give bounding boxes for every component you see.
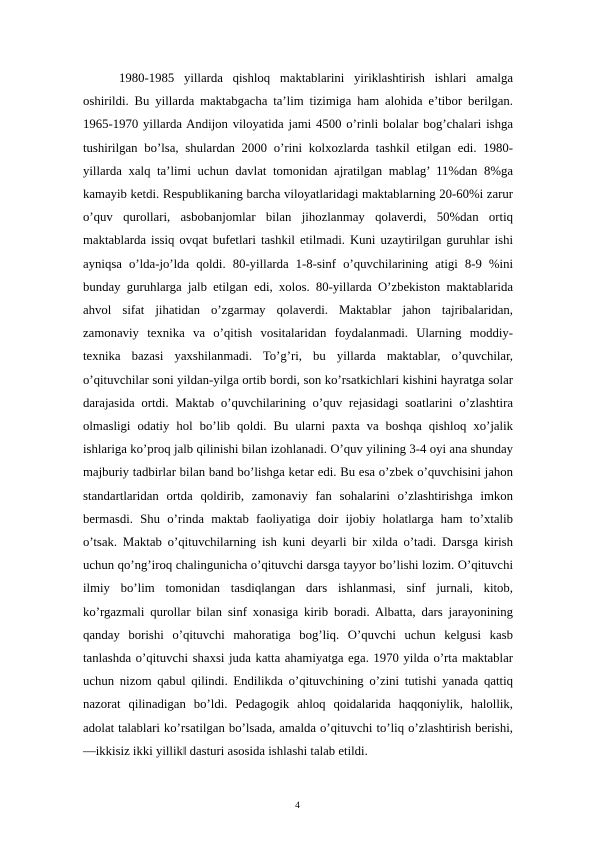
document-page xyxy=(83,67,513,763)
page-number: 4 xyxy=(295,801,300,811)
body-paragraph: 1980-1985 yillarda qishloq maktablarini yiriklashtirish ishlari amalga oshirildi. Bu yillarda maktabgacha ta’lim tizimiga ham alohida e’tibor berilgan. 1965-1970 yillarda Andijon viloyatida jami 4500 o’rinli bolalar bog’chalari ishga tushirilgan bo’lsa, shulardan 2000 o’rini kolxozlarda tashkil etilgan edi. 1980-yillarda xalq ta’limi uchun davlat tomonidan ajratilgan mablag’ 11%dan 8%ga kamayib ketdi. Respublikaning barcha viloyatlaridagi maktablarning 20-60%i zarur o’quv qurollari, asbobanjomlar bilan jihozlanmay qolaverdi, 50%dan ortiq maktablarda issiq ovqat bufetlari tashkil etilmadi. Kuni uzaytirilgan guruhlar ishi ayniqsa o’lda-jo’lda qoldi. 80-yillarda 1-8-sinf o’quvchilarining atigi 8-9 %ini bunday guruhlarga jalb etilgan edi, xolos. 80-yillarda O’zbekiston maktablarida ahvol sifat jihatidan o’zgarmay qolaverdi. Maktablar jahon tajribalaridan, zamonaviy texnika va o’qitish vositalaridan foydalanmadi. Ularning moddiy-texnika bazasi yaxshilanmadi. To’g’ri, bu yillarda maktablar, o’quvchilar, o’qituvchilar soni yildan-yilga ortib bordi, son ko’rsatkichlari kishini hayratga solar darajasida ortdi. Maktab o’quvchilarining o’quv rejasidagi soatlarini o’zlashtira olmasligi odatiy hol bo’lib qoldi. Bu ularni paxta va boshqa qishloq xo’jalik ishlariga ko’proq jalb qilinishi bilan izohlanadi. O’quv yilining 3-4 oyi ana shunday majburiy tadbirlar bilan band bo’lishga ketar edi. Bu esa o’zbek o’quvchisini jahon standartlaridan ortda qoldirib, zamonaviy fan sohalarini o’zlashtirishga imkon bermasdi. Shu o’rinda maktab faoliyatiga doir ijobiy holatlarga ham to’xtalib o’tsak. Maktab o’qituvchilarning ish kuni deyarli bir xilda o’tadi. Darsga kirish uchun qo’ng’iroq chalingunicha o’qituvchi darsga tayyor bo’lishi lozim. O’qituvchi ilmiy bo’lim tomonidan tasdiqlangan dars ishlanmasi, sinf jurnali, kitob, ko’rgazmali qurollar bilan sinf xonasiga kirib boradi. Albatta, dars jarayonining qanday borishi o’qituvchi mahoratiga bog’liq. O’quvchi uchun kelgusi kasb tanlashda o’qituvchi shaxsi juda katta ahamiyatga ega. 1970 yilda o’rta maktablar uchun nizom qabul qilindi. Endilikda o’qituvchining o’zini tutishi yanada qattiq nazorat qilinadigan bo’ldi. Pedagogik ahloq qoidalarida haqqoniylik, halollik, adolat talablari ko’rsatilgan bo’lsada, amalda o’qituvchi to’liq o’zlashtirish berishi, ―ikkisiz ikki yillik‖ dasturi asosida ishlashi talab etildi. xyxy=(83,71,513,758)
